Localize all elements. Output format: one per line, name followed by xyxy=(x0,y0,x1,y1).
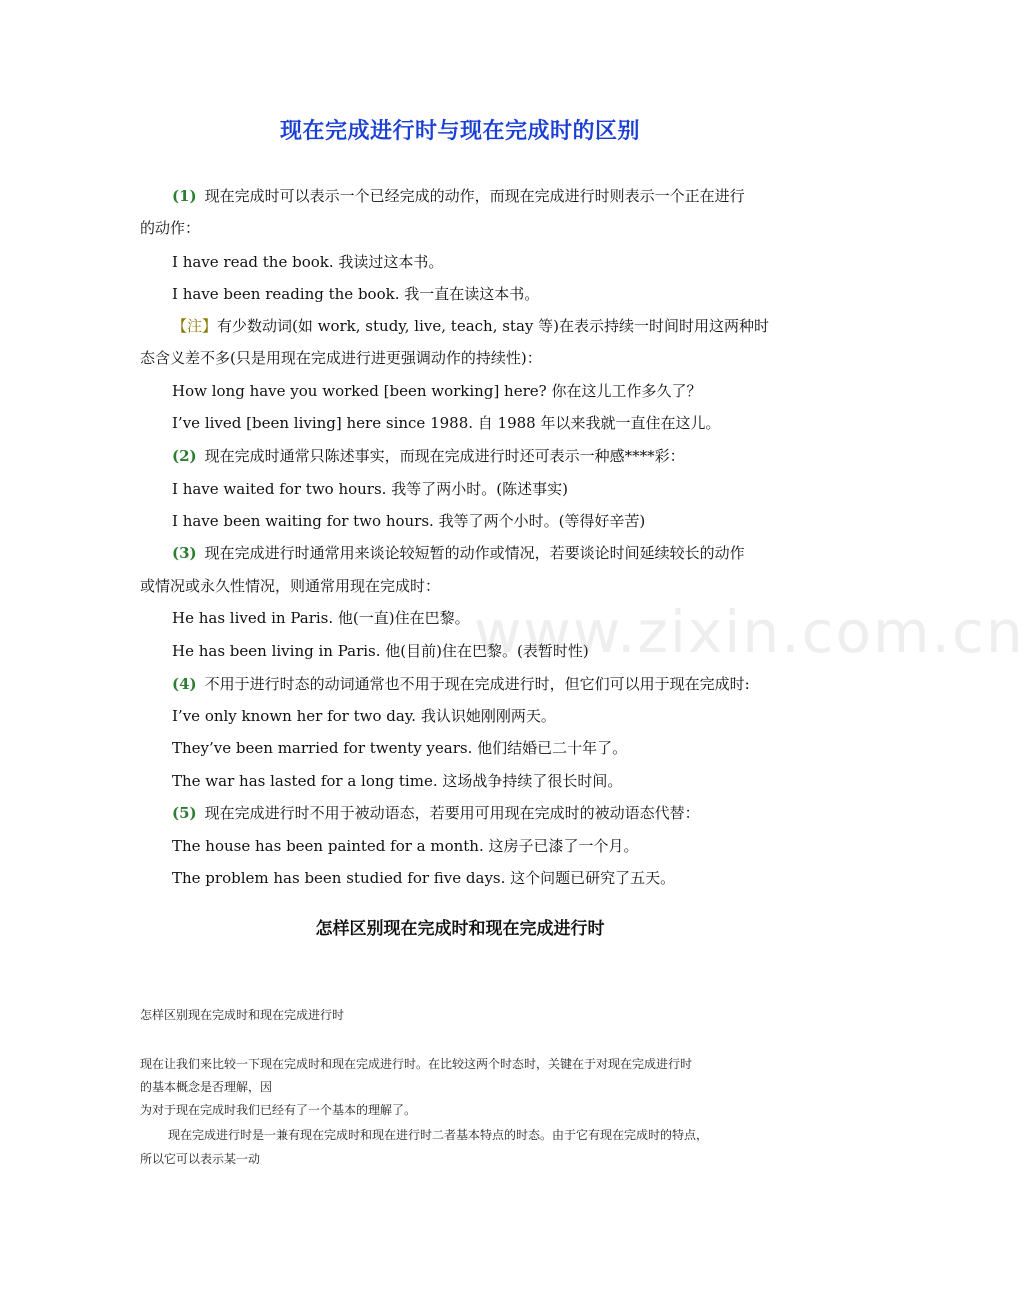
section-1-line-a xyxy=(172,186,745,206)
section-3-line-a xyxy=(172,543,745,563)
section-5-text: 现在完成进行时不用于被动语态，若要用可用现在完成时的被动语态代替： xyxy=(204,804,700,822)
note-example-1: How long have you worked [been working] here? 你在这儿工作多久了？ xyxy=(172,382,702,400)
article-heading: 怎样区别现在完成时和现在完成进行时 xyxy=(140,1008,345,1022)
section-4-example-3: The war has lasted for a long time. 这场战争持续了很长时间。 xyxy=(172,772,623,790)
section-5-example-1: The house has been painted for a month. 这房子已漆了一个月。 xyxy=(172,837,639,855)
note-example-2: I’ve lived [been living] here since 1988. 自 1988 年以来我就一直住在这儿。 xyxy=(172,414,721,432)
section-4-number: (4) xyxy=(172,675,197,693)
section-3-number: (3) xyxy=(172,544,197,562)
section-5-line xyxy=(172,803,700,823)
section-3-example-1: He has lived in Paris. 他(一直)住在巴黎。 xyxy=(172,609,470,627)
second-title: 怎样区别现在完成时和现在完成进行时 xyxy=(315,919,605,939)
article-paragraph-1-a: 现在让我们来比较一下现在完成时和现在完成进行时。在比较这两个时态时，关键在于对现在完成进行时 xyxy=(140,1057,693,1071)
section-5-example-2: The problem has been studied for five days. 这个问题已研究了五天。 xyxy=(172,869,676,887)
section-4-example-2: They’ve been married for twenty years. 他们结婚已二十年了。 xyxy=(172,739,628,757)
section-2-text: 现在完成时通常只陈述事实，而现在完成进行时还可表示一种感****彩： xyxy=(204,447,685,465)
section-3-text-a: 现在完成进行时通常用来谈论较短暂的动作或情况，若要谈论时间延续较长的动作 xyxy=(204,544,745,562)
section-4-text: 不用于进行时态的动词通常也不用于现在完成进行时，但它们可以用于现在完成时: xyxy=(204,675,750,693)
article-paragraph-2-b: 所以它可以表示某一动 xyxy=(140,1152,261,1166)
page-title: 现在完成进行时与现在完成时的区别 xyxy=(279,119,640,144)
section-2-number: (2) xyxy=(172,447,197,465)
note-label: 【注】 xyxy=(172,317,218,335)
section-2-line xyxy=(172,446,685,466)
section-1-example-1: I have read the book. 我读过这本书。 xyxy=(172,253,444,271)
section-3-example-2: He has been living in Paris. 他(目前)住在巴黎。(表暂时性) xyxy=(172,642,589,660)
section-2-example-2: I have been waiting for two hours. 我等了两个小时。(等得好辛苦) xyxy=(172,512,646,530)
article-paragraph-1-b: 的基本概念是否理解，因 xyxy=(140,1080,273,1094)
watermark-logo: www.zixin.com.cn xyxy=(474,598,1025,666)
section-1-number: (1) xyxy=(172,187,197,205)
article-paragraph-2-a: 现在完成进行时是一兼有现在完成时和现在进行时二者基本特点的时态。由于它有现在完成时的特点， xyxy=(168,1128,709,1142)
section-1-example-2: I have been reading the book. 我一直在读这本书。 xyxy=(172,285,540,303)
section-1-text-a: 现在完成时可以表示一个已经完成的动作，而现在完成进行时则表示一个正在进行 xyxy=(204,187,745,205)
section-4-example-1: I’ve only known her for two day. 我认识她刚刚两天。 xyxy=(172,707,556,725)
section-4-line xyxy=(172,674,750,694)
note-text-a: 有少数动词(如 work, study, live, teach, stay 等)在表示持续一时间时用这两种时 xyxy=(217,317,770,335)
section-1-text-b: 的动作： xyxy=(140,219,201,237)
section-5-number: (5) xyxy=(172,804,197,822)
article-paragraph-1-c: 为对于现在完成时我们已经有了一个基本的理解了。 xyxy=(140,1103,417,1117)
section-2-example-1: I have waited for two hours. 我等了两小时。(陈述事实) xyxy=(172,480,568,498)
note-line-a xyxy=(172,316,769,336)
note-text-b: 态含义差不多(只是用现在完成进行进更强调动作的持续性)： xyxy=(140,349,542,367)
section-3-text-b: 或情况或永久性情况，则通常用现在完成时： xyxy=(140,577,441,595)
